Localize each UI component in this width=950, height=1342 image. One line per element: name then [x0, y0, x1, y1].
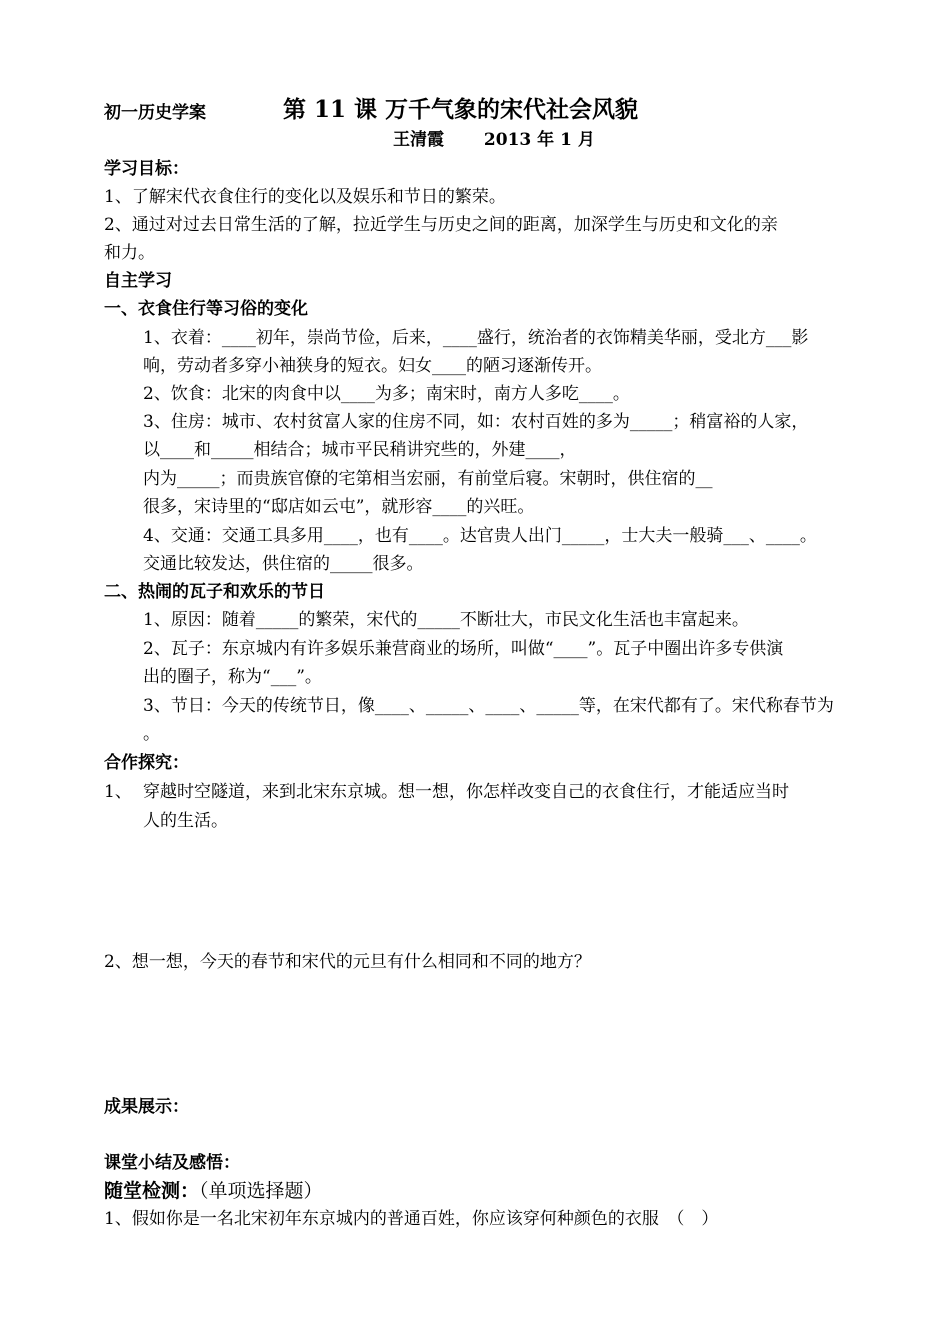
part1-line8: 4、交通：交通工具多用____，也有____。达官贵人出门_____，士大夫一般骑___、____。 [143, 526, 817, 546]
part1-line7: 很多，宋诗里的“邸店如云屯”，就形容____的兴旺。 [143, 497, 535, 517]
part2-line4: 3、节日：今天的传统节日，像____、_____、____、_____等，在宋代都有了。宋代称春节为 [143, 696, 834, 716]
part2-heading: 二、热闹的瓦子和欢乐的节日 [104, 582, 325, 602]
objective-1: 1、了解宋代衣食住行的变化以及娱乐和节日的繁荣。 [104, 187, 506, 207]
objective-2-line1: 2、通过对过去日常生活的了解，拉近学生与历史之间的距离，加深学生与历史和文化的亲 [104, 215, 778, 235]
part1-line9: 交通比较发达，供住宿的_____很多。 [143, 554, 424, 574]
self-study-heading: 自主学习 [104, 271, 172, 291]
quiz-heading: 随堂检测： [104, 1180, 200, 1202]
objective-2-line2: 和力。 [104, 243, 155, 263]
results-heading: 成果展示： [104, 1097, 189, 1117]
cooperation-q1-line2: 人的生活。 [143, 811, 228, 831]
part2-line1: 1、原因：随着_____的繁荣，宋代的_____不断壮大，市民文化生活也丰富起来。 [143, 610, 749, 630]
part2-line3: 出的圈子，称为“___”。 [143, 667, 322, 687]
cooperation-q1-line1: 穿越时空隧道，来到北宋东京城。想一想，你怎样改变自己的衣食住行，才能适应当时 [143, 782, 789, 802]
part2-line5: 。 [143, 724, 160, 744]
cooperation-heading: 合作探究： [104, 753, 189, 773]
part1-heading: 一、衣食住行等习俗的变化 [104, 299, 308, 319]
quiz-question-1: 1、假如你是一名北宋初年东京城内的普通百姓，你应该穿何种颜色的衣服 （ ） [104, 1209, 719, 1229]
part1-line5: 以____和_____相结合；城市平民稍讲究些的，外建____， [143, 440, 577, 460]
part1-line3: 2、饮食：北宋的肉食中以____为多；南宋时，南方人多吃____。 [143, 384, 630, 404]
lesson-title: 第 11 课 万千气象的宋代社会风貌 [283, 96, 639, 123]
part1-line6: 内为_____；而贵族官僚的宅第相当宏丽，有前堂后寝。宋朝时，供住宿的__ [143, 469, 713, 489]
cooperation-q2: 2、想一想，今天的春节和宋代的元旦有什么相同和不同的地方？ [104, 952, 591, 972]
summary-heading: 课堂小结及感悟： [104, 1153, 240, 1173]
part1-line4: 3、住房：城市、农村贫富人家的住房不同，如：农村百姓的多为_____；稍富裕的人家， [143, 412, 809, 432]
part2-line2: 2、瓦子：东京城内有许多娱乐兼营商业的场所，叫做“____”。瓦子中圈出许多专供演 [143, 639, 784, 659]
part1-line1: 1、衣着：____初年，崇尚节俭，后来，____盛行，统治者的衣饰精美华丽，受北方___影 [143, 328, 809, 348]
quiz-heading-note: （单项选择题） [199, 1180, 323, 1202]
author-date: 王清霞 2013 年 1 月 [393, 130, 595, 150]
course-label: 初一历史学案 [104, 103, 206, 123]
quiz-heading-line [104, 1178, 323, 1205]
cooperation-q1-number: 1、 [104, 782, 132, 802]
part1-line2: 响，劳动者多穿小袖狭身的短衣。妇女____的陋习逐渐传开。 [143, 356, 602, 376]
objectives-heading: 学习目标： [104, 159, 189, 179]
